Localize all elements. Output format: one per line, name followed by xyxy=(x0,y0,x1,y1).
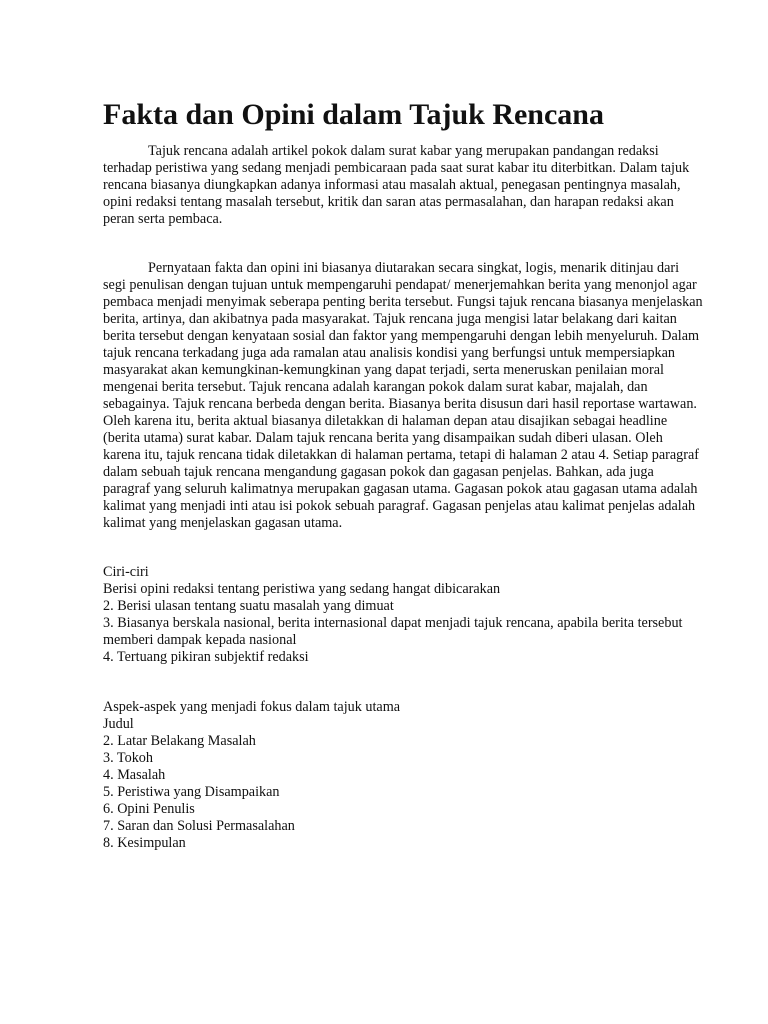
document-title: Fakta dan Opini dalam Tajuk Rencana xyxy=(103,98,604,131)
list-item: Berisi opini redaksi tentang peristiwa yang sedang hangat dibicarakan xyxy=(103,581,501,597)
spacer xyxy=(103,666,703,699)
document-page xyxy=(103,96,703,852)
list-item: 4. Tertuang pikiran subjektif redaksi xyxy=(103,649,309,665)
list-item: 5. Peristiwa yang Disampaikan xyxy=(103,784,280,800)
ciri-heading: Ciri-ciri xyxy=(103,564,149,580)
list-item: 8. Kesimpulan xyxy=(103,835,186,851)
aspek-list xyxy=(103,716,703,852)
spacer xyxy=(103,228,703,260)
list-item: 3. Tokoh xyxy=(103,750,153,766)
list-item: 2. Latar Belakang Masalah xyxy=(103,733,256,749)
list-item: Judul xyxy=(103,716,134,732)
aspek-heading: Aspek-aspek yang menjadi fokus dalam tajuk utama xyxy=(103,699,401,715)
list-item: 7. Saran dan Solusi Permasalahan xyxy=(103,818,295,834)
list-item: 3. Biasanya berskala nasional, berita internasional dapat menjadi tajuk rencana, apabila berita tersebut memberi dampak kepada nasional xyxy=(103,615,683,648)
paragraph-intro: Tajuk rencana adalah artikel pokok dalam surat kabar yang merupakan pandangan redaksi terhadap peristiwa yang sedang menjadi pembicaraan pada saat surat kabar itu diterbitkan. Dalam tajuk rencana biasanya diungkapkan adanya informasi atau masalah aktual, penegasan pentingnya masalah, opini redaksi tentang masalah tersebut, kritik dan saran atas permasalahan, dan harapan redaksi akan peran serta pembaca. xyxy=(103,143,690,227)
list-item: 4. Masalah xyxy=(103,767,166,783)
list-item: 2. Berisi ulasan tentang suatu masalah yang dimuat xyxy=(103,598,394,614)
spacer xyxy=(103,532,703,564)
list-item: 6. Opini Penulis xyxy=(103,801,195,817)
ciri-list xyxy=(103,581,703,666)
paragraph-body: Pernyataan fakta dan opini ini biasanya diutarakan secara singkat, logis, menarik ditinjau dari segi penulisan dengan tujuan untuk mempengaruhi pendapat/ menerjemahkan berita yang menonjol agar pembaca menjadi menyimak seberapa penting berita tersebut. Fungsi tajuk rencana biasanya menjelaskan berita, artinya, dan akibatnya pada masyarakat. Tajuk rencana juga mengisi latar belakang dari kaitan berita tersebut dengan kenyataan sosial dan faktor yang mempengaruhi dengan lebih menyeluruh. Dalam tajuk rencana terkadang juga ada ramalan atau analisis kondisi yang berfungsi untuk mempersiapkan masyarakat akan kemungkinan-kemungkinan yang dapat terjadi, serta meneruskan penilaian moral mengenai berita tersebut. Tajuk rencana adalah karangan pokok dalam surat kabar, majalah, dan sebagainya. Tajuk rencana berbeda dengan berita. Biasanya berita disusun dari hasil reportase wartawan. Oleh karena itu, berita aktual biasanya diletakkan di halaman depan atau disajikan sebagai headline (berita utama) surat kabar. Dalam tajuk rencana berita yang disampaikan sudah diberi ulasan. Oleh karena itu, tajuk rencana tidak diletakkan di halaman pertama, tetapi di halaman 2 atau 4. Setiap paragraf dalam sebuah tajuk rencana mengandung gagasan pokok dan gagasan penjelas. Bahkan, ada juga paragraf yang seluruh kalimatnya merupakan gagasan utama. Gagasan pokok atau gagasan utama adalah kalimat yang menjadi inti atau isi pokok sebuah paragraf. Gagasan penjelas atau kalimat penjelas adalah kalimat yang menjelaskan gagasan utama. xyxy=(103,260,703,531)
